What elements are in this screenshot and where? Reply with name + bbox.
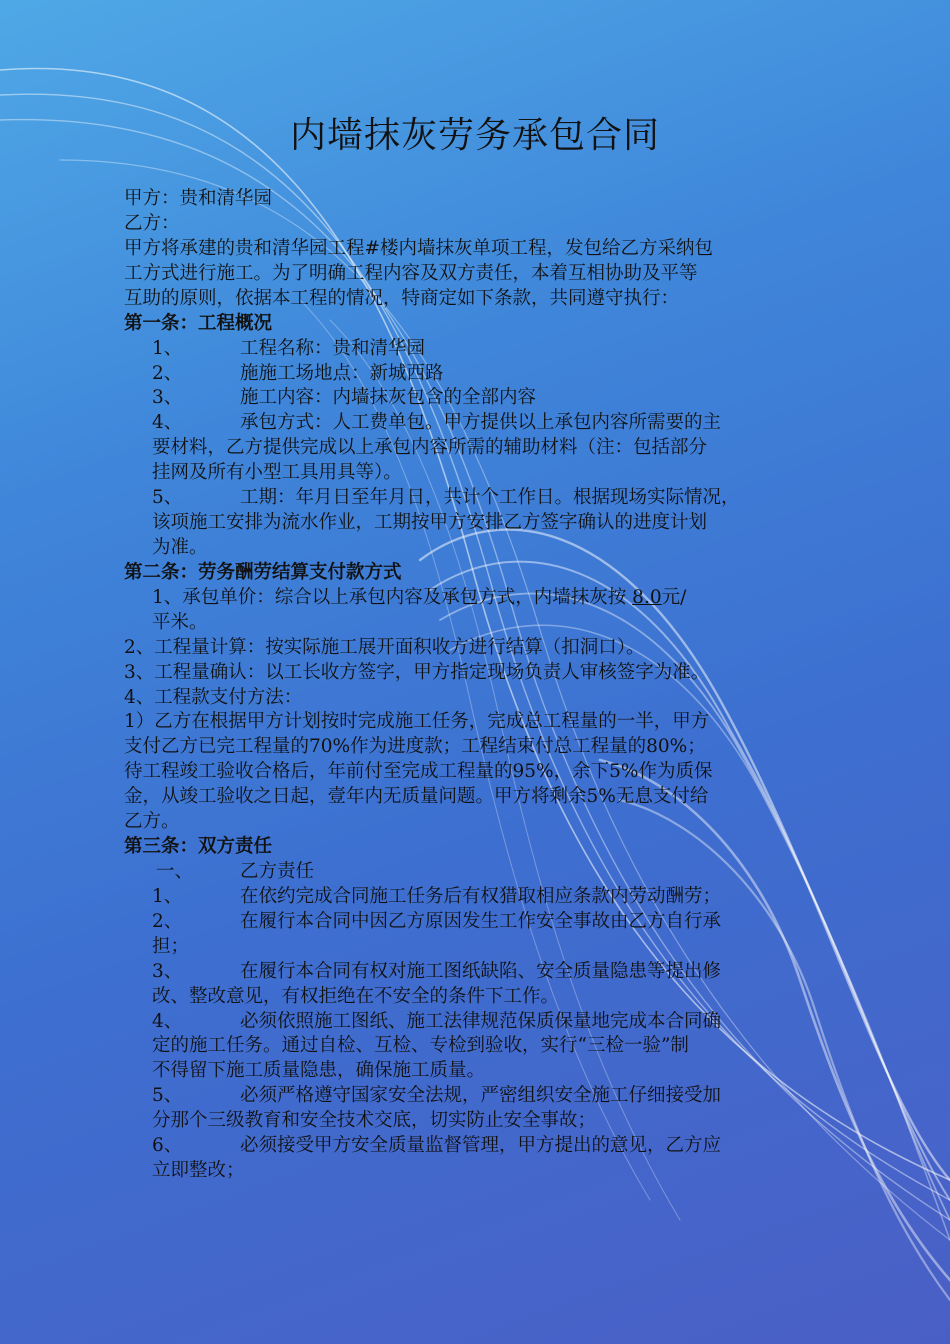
- item-number: 3、: [152, 387, 183, 408]
- item-number: 2、: [152, 363, 183, 384]
- list-item: 3、工程量确认：以工长收方签字，甲方指定现场负责人审核签字为准。: [124, 662, 710, 683]
- item-text: 该项施工安排为流水作业，工期按甲方安排乙方签字确认的进度计划: [152, 512, 708, 533]
- item-text: 定的施工任务。通过自检、互检、专检到验收，实行“三检一验”制: [152, 1035, 689, 1056]
- item-number: 2、: [152, 911, 183, 932]
- item-text: 在履行本合同中因乙方原因发生工作安全事故由乙方自行承: [240, 911, 722, 932]
- item-number: 3、: [152, 961, 183, 982]
- item-text: 立即整改；: [152, 1160, 245, 1181]
- list-item: 4、工程款支付方法：: [124, 687, 303, 708]
- item-text: 工期：年月日至年月日，共计个工作日。根据现场实际情况，: [240, 487, 740, 508]
- section-heading: 第二条：劳务酬劳结算支付款方式: [124, 562, 402, 583]
- item-text: 承包方式：人工费单包。甲方提供以上承包内容所需要的主: [240, 412, 722, 433]
- item-number: 5、: [152, 1085, 183, 1106]
- item-text: 要材料，乙方提供完成以上承包内容所需的辅助材料（注：包括部分: [152, 437, 708, 458]
- item-text: 工程名称：贵和清华园: [240, 338, 426, 359]
- item-text: 施工内容：内墙抹灰包含的全部内容: [240, 387, 537, 408]
- unit-price-value: 8.0: [632, 587, 662, 608]
- intro-line: 甲方将承建的贵和清华园工程#楼内墙抹灰单项工程，发包给乙方采纳包: [124, 238, 714, 259]
- section-heading: 第三条：双方责任: [124, 836, 273, 857]
- payment-line: 金，从竣工验收之日起，壹年内无质量问题。甲方将剩余5%无息支付给: [124, 786, 709, 807]
- unit-price-text: 1、承包单价：综合以上承包内容及承包方式，内墙抹灰按: [152, 587, 627, 608]
- section-heading: 第一条：工程概况: [124, 313, 273, 334]
- party-b-line: 乙方：: [124, 213, 180, 234]
- document-title: 内墙抹灰劳务承包合同: [289, 115, 660, 156]
- item-number: 5、: [152, 487, 183, 508]
- item-text: 在依约完成合同施工任务后有权猎取相应条款内劳动酬劳；: [240, 886, 722, 907]
- item-number: 4、: [152, 1011, 183, 1032]
- item-text: 担；: [152, 936, 190, 957]
- list-item: 2、工程量计算：按实际施工展开面积收方进行结算（扣洞口）。: [124, 637, 645, 658]
- item-number: 1、: [152, 338, 183, 359]
- item-number: 1、: [152, 886, 183, 907]
- intro-line: 工方式进行施工。为了明确工程内容及双方责任，本着互相协助及平等: [124, 263, 698, 284]
- payment-line: 支付乙方已完工程量的70%作为进度款；工程结束付总工程量的80%；: [124, 736, 706, 757]
- item-number: 6、: [152, 1135, 183, 1156]
- item-text: 改、整改意见，有权拒绝在不安全的条件下工作。: [152, 986, 560, 1007]
- item-text: 分那个三级教育和安全技术交底，切实防止安全事故；: [152, 1110, 597, 1131]
- unit-price-line: [152, 586, 686, 610]
- party-a-line: 甲方：贵和清华园: [124, 188, 273, 209]
- intro-line: 互助的原则，依据本工程的情况，特商定如下条款，共同遵守执行：: [124, 288, 680, 309]
- payment-line: 乙方。: [124, 811, 180, 832]
- item-text: 挂网及所有小型工具用具等）。: [152, 462, 402, 483]
- payment-line: 待工程竣工验收合格后，年前付至完成工程量的95%，余下5%作为质保: [124, 761, 713, 782]
- subsection-title: 乙方责任: [240, 861, 315, 882]
- item-text: 不得留下施工质量隐患，确保施工质量。: [152, 1060, 486, 1081]
- unit-price-unit: 元/: [661, 587, 687, 608]
- subsection-number: 一、: [156, 861, 194, 882]
- item-text: 为准。: [152, 537, 208, 558]
- item-text: 必须严格遵守国家安全法规，严密组织安全施工仔细接受加: [240, 1085, 722, 1106]
- unit-price-line-2: 平米。: [152, 612, 208, 633]
- item-text: 必须依照施工图纸、施工法律规范保质保量地完成本合同确: [240, 1011, 722, 1032]
- payment-line: 1）乙方在根据甲方计划按时完成施工任务，完成总工程量的一半，甲方: [124, 711, 710, 732]
- item-text: 在履行本合同有权对施工图纸缺陷、安全质量隐患等提出修: [240, 961, 722, 982]
- item-text: 必须接受甲方安全质量监督管理，甲方提出的意见，乙方应: [240, 1135, 722, 1156]
- item-text: 施施工场地点：新城西路: [240, 363, 444, 384]
- item-number: 4、: [152, 412, 183, 433]
